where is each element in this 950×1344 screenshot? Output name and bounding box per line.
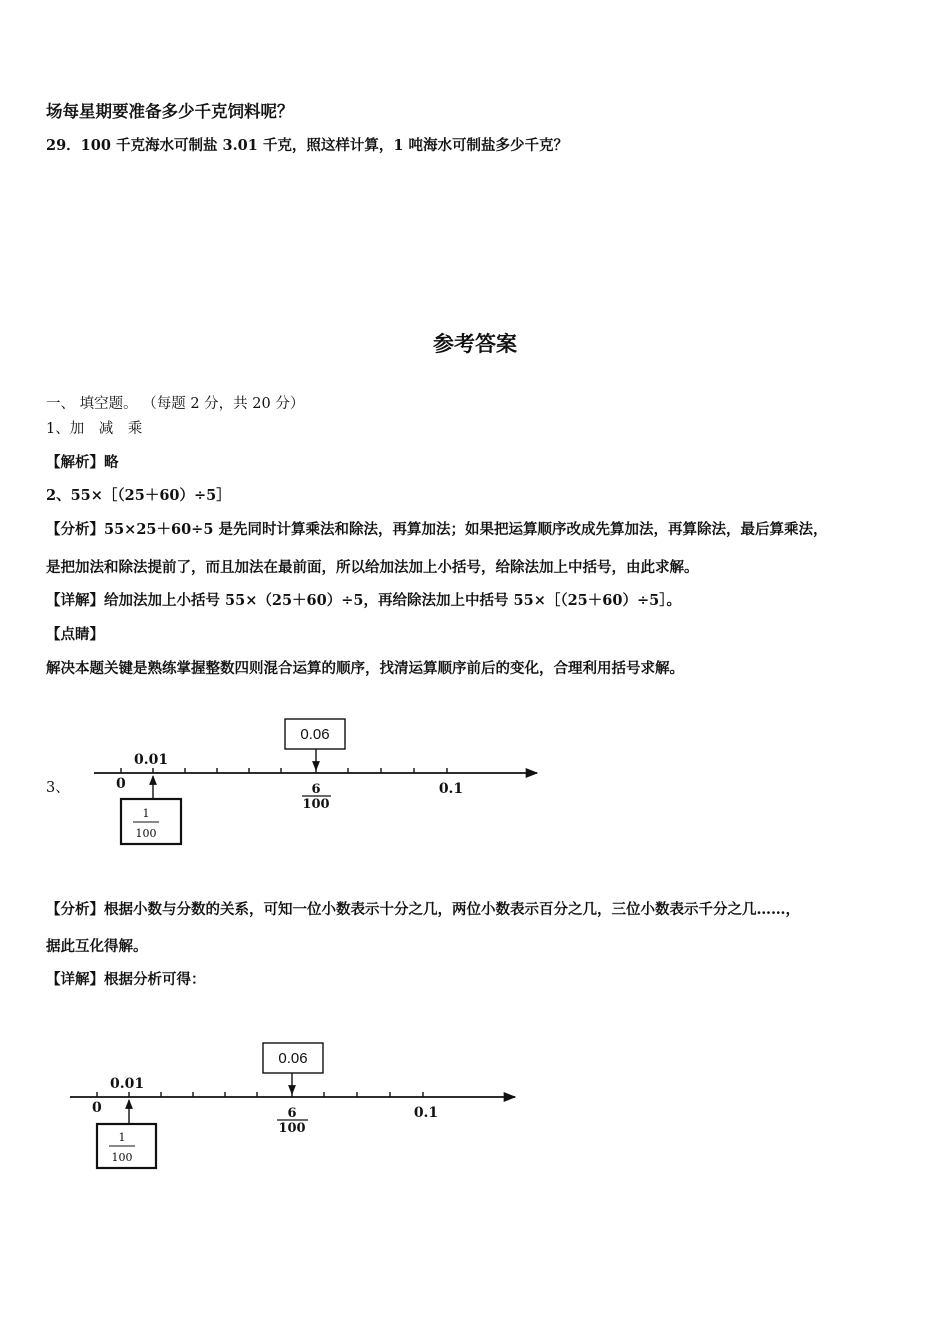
answer-2-tip-text: 解决本题关键是熟练掌握整数四则混合运算的顺序，找清运算顺序前后的变化，合理利用括号求解。 <box>46 660 684 677</box>
answer-box-bottom-denominator: 100 <box>111 1151 133 1164</box>
fraction-6-numerator: 6 <box>287 1106 297 1121</box>
answer-2-tip-label: 【点睛】 <box>46 626 104 643</box>
fraction-6-denominator: 100 <box>278 1121 306 1136</box>
answer-box-bottom-numerator: 1 <box>142 807 150 820</box>
answer-box-top-value: 0.06 <box>300 726 330 743</box>
answer-1-analysis: 【解析】略 <box>46 454 119 471</box>
label-0-01: 0.01 <box>110 1076 145 1092</box>
answer-box-bottom-denominator: 100 <box>135 827 157 840</box>
answer-3-detail: 【详解】根据分析可得： <box>46 971 206 988</box>
answer-3-analysis-line-2: 据此互化得解。 <box>46 938 148 955</box>
answer-box-top-value: 0.06 <box>278 1050 308 1067</box>
answer-box-bottom-numerator: 1 <box>118 1131 126 1144</box>
label-0-1: 0.1 <box>413 1105 439 1121</box>
label-0-1: 0.1 <box>438 781 464 797</box>
answer-3-analysis-line-1: 【分析】根据小数与分数的关系，可知一位小数表示十分之几，两位小数表示百分之几，三位小数表示千分之几……， <box>46 901 800 918</box>
number-line-figure-2 <box>66 1040 526 1172</box>
label-0-01: 0.01 <box>134 752 169 768</box>
answer-2-analysis-line-2: 是把加法和除法提前了，而且加法在最前面，所以给加法加上小括号，给除法加上中括号，由此求解。 <box>46 559 699 576</box>
label-zero: 0 <box>92 1100 102 1116</box>
label-zero: 0 <box>116 776 126 792</box>
fraction-6-numerator: 6 <box>311 782 321 797</box>
answer-2: 2、55×［（25＋60）÷5］ <box>46 487 231 504</box>
section-heading: 一、 填空题。 （每题 2 分，共 20 分） <box>46 396 305 412</box>
question-continuation: 场每星期要准备多少千克饲料呢？ <box>46 102 294 121</box>
fraction-6-denominator: 100 <box>302 797 330 812</box>
answer-1: 1、加 减 乘 <box>46 421 143 437</box>
answer-title: 参考答案 <box>433 331 517 356</box>
answer-2-detail: 【详解】给加法加上小括号 55×（25＋60）÷5，再给除法加上中括号 55×［（25＋60）÷5］。 <box>46 592 681 609</box>
answer-3-label: 3、 <box>46 780 70 796</box>
answer-2-analysis-line-1: 【分析】55×25＋60÷5 是先同时计算乘法和除法，再算加法；如果把运算顺序改成先算加法，再算除法，最后算乘法， <box>46 521 828 538</box>
question-29: 29．100 千克海水可制盐 3.01 千克，照这样计算，1 吨海水可制盐多少千克？ <box>46 137 569 154</box>
number-line-figure-1 <box>90 716 550 848</box>
